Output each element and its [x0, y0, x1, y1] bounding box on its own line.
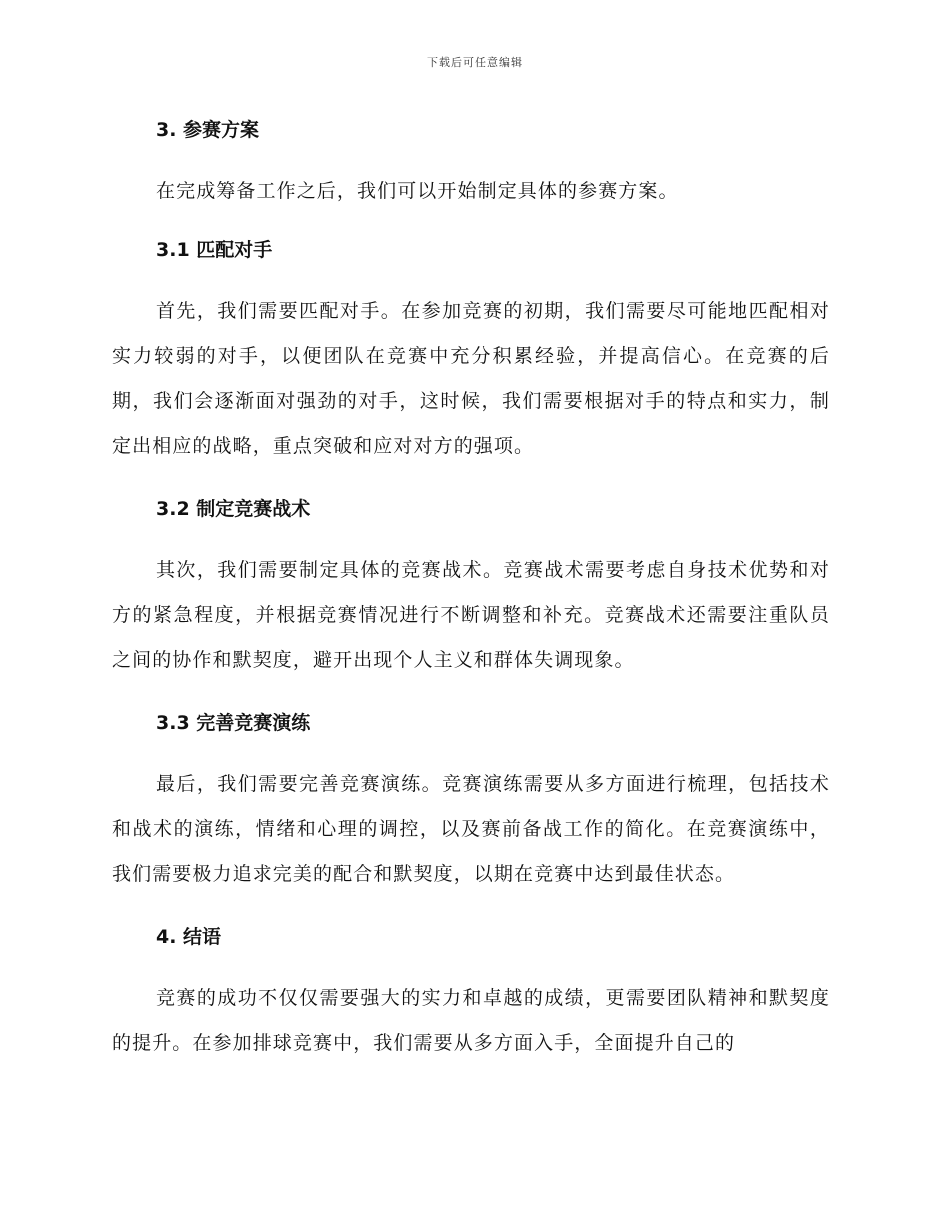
- section-heading-3-3: 3.3 完善竞赛演练: [156, 712, 311, 734]
- header-note: 下载后可任意编辑: [427, 56, 523, 69]
- document-body: [112, 108, 830, 1066]
- section-heading-3-2: 3.2 制定竞赛战术: [156, 498, 311, 520]
- section-heading-4: 4. 结语: [156, 926, 222, 948]
- section-heading-3: 3. 参赛方案: [156, 119, 260, 141]
- section-paragraph-3-3: 最后，我们需要完善竞赛演练。竞赛演练需要从多方面进行梳理，包括技术和战术的演练，情绪和心理的调控，以及赛前备战工作的简化。在竞赛演练中，我们需要极力追求完美的配合和默契度，以期在竞赛中达到最佳状态。: [112, 773, 830, 885]
- section-paragraph-3-2: 其次，我们需要制定具体的竞赛战术。竞赛战术需要考虑自身技术优势和对方的紧急程度，并根据竞赛情况进行不断调整和补充。竞赛战术还需要注重队员之间的协作和默契度，避开出现个人主义和群体失调现象。: [112, 559, 830, 671]
- section-paragraph-3-1: 首先，我们需要匹配对手。在参加竞赛的初期，我们需要尽可能地匹配相对实力较弱的对手，以便团队在竞赛中充分积累经验，并提高信心。在竞赛的后期，我们会逐渐面对强劲的对手，这时候，我们需要根据对手的特点和实力，制定出相应的战略，重点突破和应对对方的强项。: [112, 300, 830, 457]
- section-heading-3-1: 3.1 匹配对手: [156, 239, 273, 261]
- section-paragraph-3: 在完成筹备工作之后，我们可以开始制定具体的参赛方案。: [156, 180, 679, 202]
- section-paragraph-4: 竞赛的成功不仅仅需要强大的实力和卓越的成绩，更需要团队精神和默契度的提升。在参加排球竞赛中，我们需要从多方面入手，全面提升自己的: [112, 987, 830, 1054]
